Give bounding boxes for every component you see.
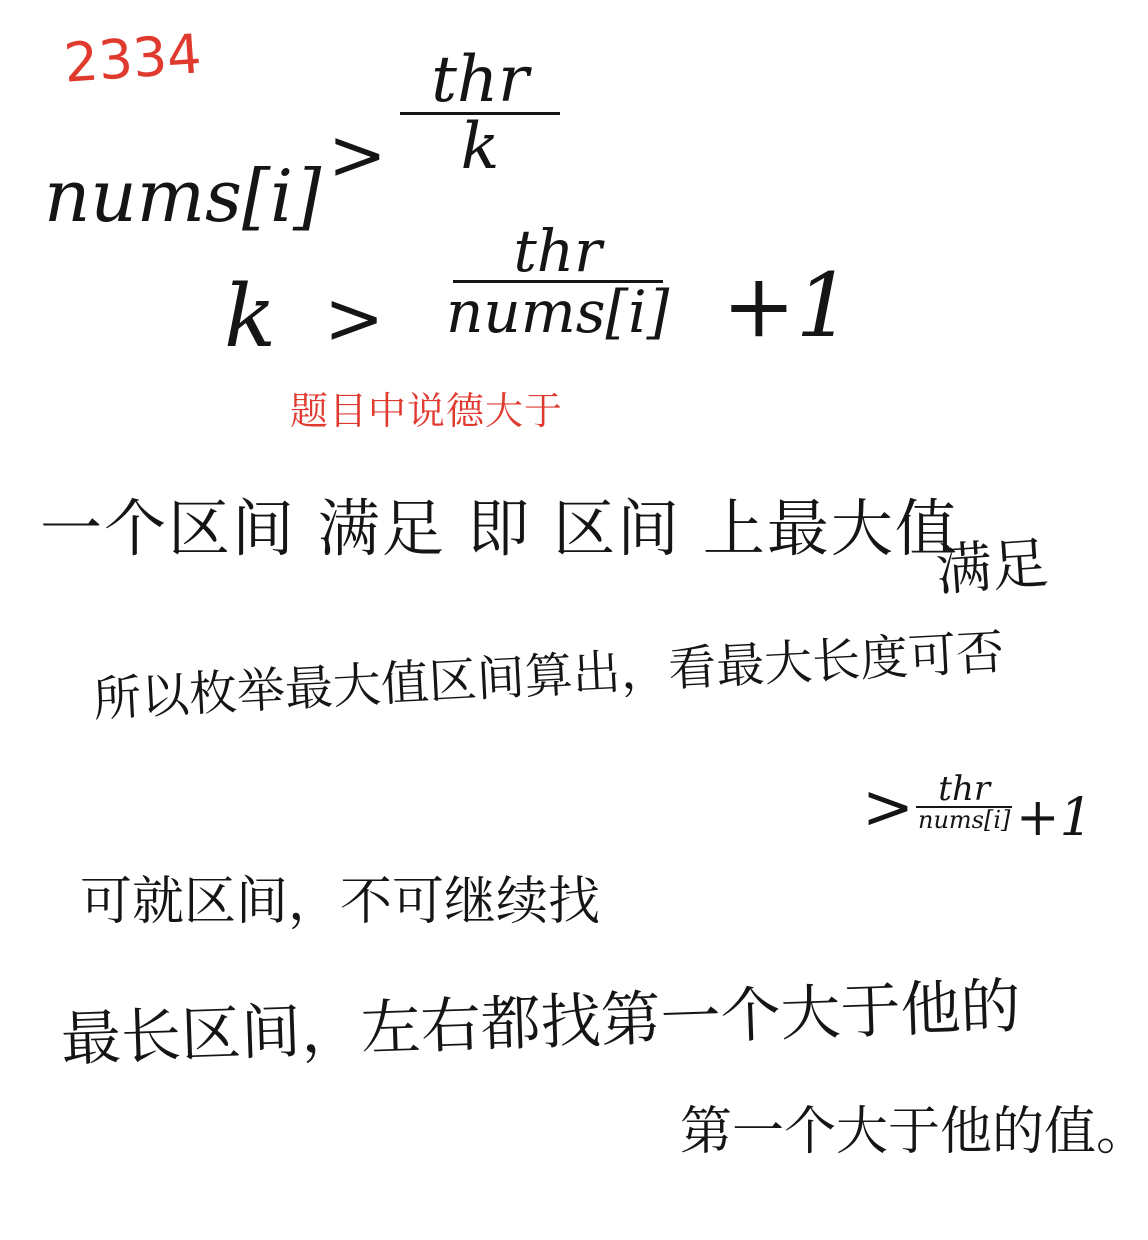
formula-3-op: > [862,770,914,843]
formula-3-numerator: thr [938,769,991,809]
formula-3-fraction [912,769,1016,834]
formula-2-denominator: nums[i] [446,278,670,346]
formula-2-op: > [324,276,385,360]
note-line-3: 可就区间，不可继续找 [80,872,601,932]
note-line-1: 一个区间 满足 即 区间 上最大值 [40,492,959,565]
formula-3-denominator: nums[i] [918,806,1011,834]
red-annotation: 题目中说德大于 [290,389,564,433]
formula-2-fraction [440,217,675,346]
formula-1-lhs: nums[i] [44,154,322,238]
note-line-4b: 第一个大于他的值。 [680,1102,1148,1162]
problem-number: 2334 [61,22,204,95]
formula-2-suffix: +1 [722,254,852,357]
note-line-1b: 满足 [933,531,1051,604]
formula-1-denominator: k [460,110,500,184]
formula-3-suffix: +1 [1016,788,1093,848]
note-line-4: 最长区间，左右都找第一个大于他的 [59,971,1022,1075]
formula-1-fraction [400,43,560,184]
formula-2-lhs: k [224,267,277,367]
formula-1-numerator: thr [431,43,529,117]
formula-1-op: > [328,114,387,196]
formula-2-numerator: thr [513,217,602,285]
note-line-2: 所以枚举最大值区间算出，看最大长度可否 [91,624,1006,728]
